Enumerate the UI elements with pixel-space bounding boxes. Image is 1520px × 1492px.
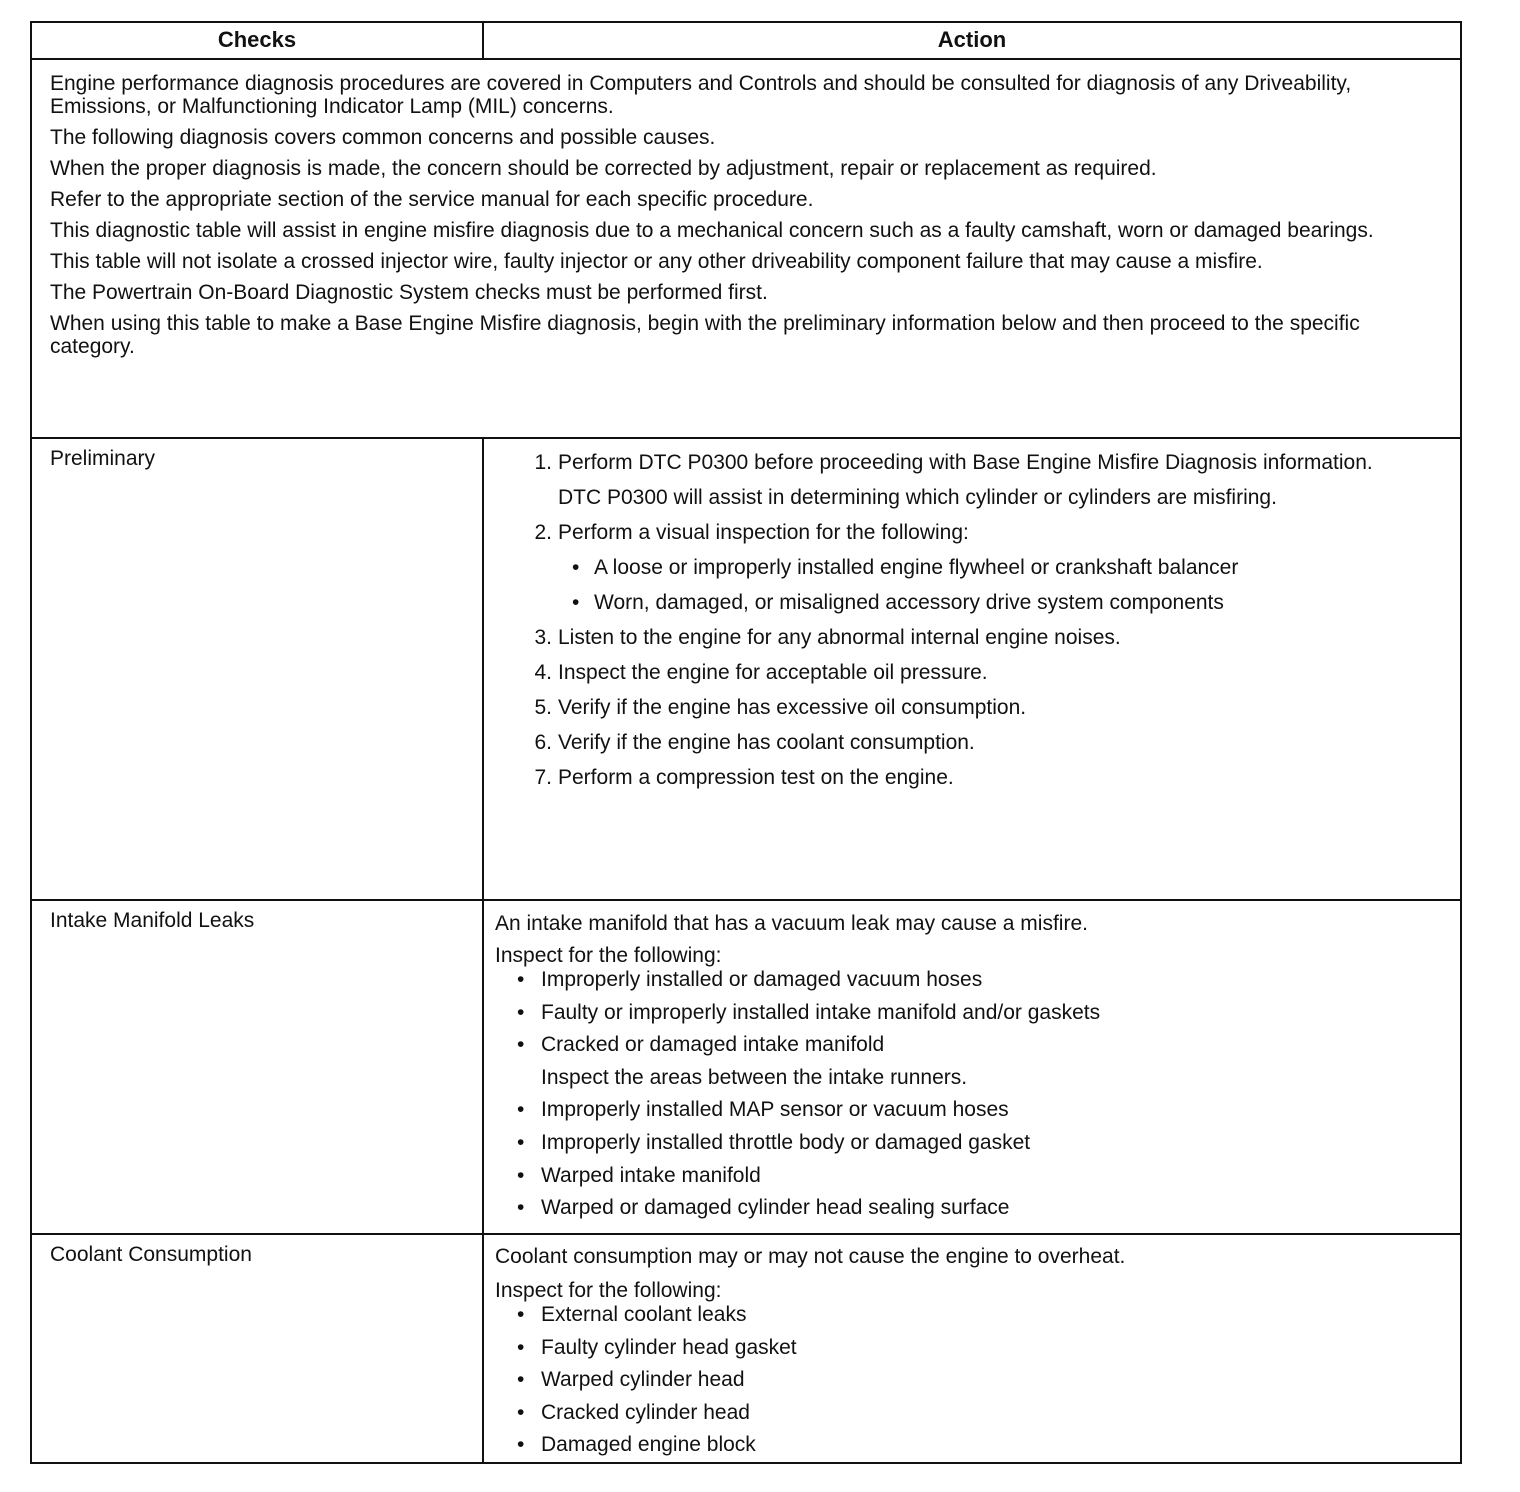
check-preliminary: Preliminary <box>50 447 156 470</box>
intake-inspection-item: • Improperly installed or damaged vacuum hoses <box>517 967 1440 992</box>
preliminary-step-list <box>516 450 1440 615</box>
intro-paragraph: This table will not isolate a crossed injector wire, faulty injector or any other driveability component failure that may cause a misfire. <box>50 250 1263 273</box>
intake-inspect-heading: Inspect for the following: <box>495 944 722 967</box>
step-number: 7. <box>534 766 552 789</box>
preliminary-step <box>516 730 1440 755</box>
step-number: 4. <box>534 661 552 684</box>
preliminary-step <box>516 625 1440 650</box>
step-number: 6. <box>534 731 552 754</box>
column-divider <box>482 437 484 1462</box>
coolant-inspection-item: • Faulty cylinder head gasket <box>517 1335 1440 1360</box>
check-coolant-consumption: Coolant Consumption <box>50 1243 252 1266</box>
intake-inspection-item: • Improperly installed throttle body or damaged gasket <box>517 1130 1440 1155</box>
intro-paragraph: Engine performance diagnosis procedures are covered in Computers and Controls and should be consulted for diagnosis of any Driveability, Emissions, or Malfunctioning Indicator Lamp (MIL) concerns. <box>50 72 1352 118</box>
preliminary-sub-item: • Worn, damaged, or misaligned accessory drive system components <box>558 590 1440 615</box>
intro-paragraph: The Powertrain On-Board Diagnostic System checks must be performed first. <box>50 281 768 304</box>
row-divider-intake <box>32 1233 1460 1235</box>
preliminary-step-note <box>516 485 1440 510</box>
intake-inspection-item: • Warped intake manifold <box>517 1163 1440 1188</box>
coolant-inspection-list <box>495 1302 1440 1457</box>
checks-column-header: Checks <box>217 27 297 52</box>
preliminary-step <box>516 660 1440 685</box>
step-number: 3. <box>534 626 552 649</box>
header-divider <box>32 58 1460 60</box>
step-number: 2. <box>534 521 552 544</box>
preliminary-step <box>516 765 1440 790</box>
coolant-lead: Coolant consumption may or may not cause the engine to overheat. <box>495 1245 1126 1268</box>
intake-inspection-item: • Faulty or improperly installed intake manifold and/or gaskets <box>517 1000 1440 1025</box>
preliminary-sub-item: • A loose or improperly installed engine flywheel or crankshaft balancer <box>558 555 1440 580</box>
action-preliminary <box>516 450 1440 800</box>
step-number: 1. <box>534 451 552 474</box>
step-text: Perform DTC P0300 before proceeding with Base Engine Misfire Diagnosis information. <box>558 451 1373 474</box>
coolant-inspect-heading: Inspect for the following: <box>495 1279 722 1302</box>
step-text: Listen to the engine for any abnormal internal engine noises. <box>558 626 1121 649</box>
step-note-text: DTC P0300 will assist in determining which cylinder or cylinders are misfiring. <box>558 486 1277 509</box>
intro-divider <box>32 437 1460 439</box>
diagnosis-table <box>30 21 1462 1464</box>
coolant-inspection-item: • External coolant leaks <box>517 1302 1440 1327</box>
intro-paragraph: When using this table to make a Base Engine Misfire diagnosis, begin with the preliminary information below and then proceed to the specific category. <box>50 312 1360 358</box>
preliminary-step <box>516 695 1440 720</box>
intro-paragraph: Refer to the appropriate section of the service manual for each specific procedure. <box>50 188 814 211</box>
preliminary-step <box>516 520 1440 545</box>
action-column-header: Action <box>937 27 1007 52</box>
check-intake-manifold-leaks: Intake Manifold Leaks <box>50 909 255 932</box>
intro-section <box>50 72 1446 366</box>
coolant-inspection-item: • Warped cylinder head <box>517 1367 1440 1392</box>
step-number: 5. <box>534 696 552 719</box>
intake-inspection-item: • Improperly installed MAP sensor or vacuum hoses <box>517 1097 1440 1122</box>
intro-paragraph: The following diagnosis covers common concerns and possible causes. <box>50 126 716 149</box>
intake-inspection-item: • Cracked or damaged intake manifold <box>517 1032 1440 1057</box>
preliminary-sub-list-holder <box>516 555 1440 615</box>
step-text: Perform a visual inspection for the following: <box>558 521 969 544</box>
coolant-inspection-item: • Damaged engine block <box>517 1432 1440 1457</box>
intake-inspection-item: • Warped or damaged cylinder head sealing surface <box>517 1195 1440 1220</box>
step-text: Verify if the engine has coolant consumption. <box>558 731 975 754</box>
intro-paragraph: This diagnostic table will assist in engine misfire diagnosis due to a mechanical concern such as a faulty camshaft, worn or damaged bearings. <box>50 219 1374 242</box>
row-divider-preliminary <box>32 899 1460 901</box>
intake-lead: An intake manifold that has a vacuum leak may cause a misfire. <box>495 912 1088 935</box>
step-text: Inspect the engine for acceptable oil pressure. <box>558 661 988 684</box>
intro-paragraph: When the proper diagnosis is made, the concern should be corrected by adjustment, repair or replacement as required. <box>50 157 1157 180</box>
step-text: Perform a compression test on the engine. <box>558 766 954 789</box>
action-intake-manifold-leaks <box>495 911 1440 1228</box>
intake-inspection-list <box>495 967 1440 1220</box>
preliminary-sub-list <box>558 555 1440 615</box>
preliminary-step <box>516 450 1440 475</box>
coolant-inspection-item: • Cracked cylinder head <box>517 1400 1440 1425</box>
action-coolant-consumption <box>495 1244 1440 1465</box>
intake-inspection-item: Inspect the areas between the intake runners. <box>541 1065 968 1089</box>
preliminary-step-list <box>516 625 1440 790</box>
step-text: Verify if the engine has excessive oil consumption. <box>558 696 1027 719</box>
